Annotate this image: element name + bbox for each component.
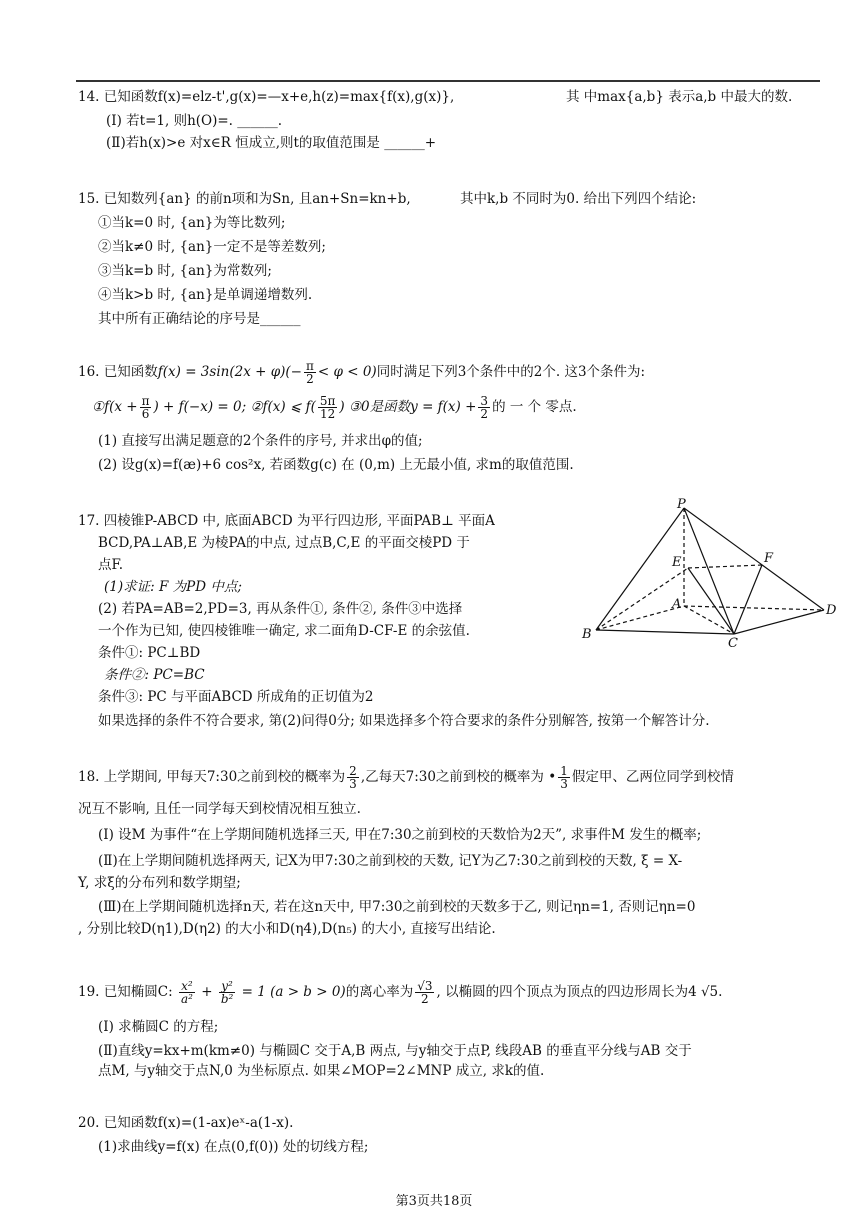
q17-line-3: 点F. (98, 557, 124, 573)
q16-frac-3-2 (478, 395, 490, 420)
q18-part2: (Ⅱ)在上学期间随机选择两天, 记X为甲7:30之前到校的天数, 记Y为乙7:30之前到校的天数, ξ = X- (98, 853, 683, 869)
q16-cond1-b: ) + f(−x) = 0; (153, 399, 247, 415)
q17-line-2: BCD,PA⊥AB,E 为棱PA的中点, 过点B,C,E 的平面交棱PD 于 (98, 535, 470, 551)
label-F: F (764, 551, 774, 566)
q18-part2-cont: Y, 求ξ的分布列和数学期望; (78, 875, 241, 891)
q18-stem-c: 假定甲、乙两位同学到校情 (571, 769, 734, 785)
q16-function: f(x) = 3sin(2x + φ)(− (157, 364, 302, 380)
q16-frac-pi-6 (140, 395, 152, 420)
q17-condition-2: 条件②: PC=BC (104, 667, 205, 683)
frac-num: √3 (417, 979, 433, 993)
q15-conclusion-3: ③当k=b 时, {an}为常数列; (98, 263, 272, 279)
frac-num: π (141, 394, 150, 408)
q16-stem-b: 同时满足下列3个条件中的2个. 这3个条件为: (376, 364, 646, 380)
label-A: A (672, 597, 682, 612)
edge-PB (596, 508, 684, 630)
q14-stem: 14. 已知函数f(x)=elz-t',g(x)=—x+e,h(z)=max{f(x),g(x)}, (78, 89, 455, 105)
q19-part1: (I) 求椭圆C 的方程; (98, 1019, 219, 1035)
edge-BC (596, 630, 734, 634)
q19-frac-y2-b2 (219, 980, 236, 1005)
q16-function-tail: < φ < 0) (317, 364, 377, 380)
q18-stem-b: ,乙每天7:30之前到校的概率为 • (360, 769, 557, 785)
q16-cond1-a: ①f(x + (92, 399, 138, 415)
frac-den: b² (220, 992, 234, 1006)
edge-AC (684, 606, 734, 634)
frac-den: 12 (319, 407, 336, 421)
edge-BA (596, 606, 684, 630)
q15-conclusion-1: ①当k=0 时, {an}为等比数列; (98, 215, 286, 231)
edge-FC (734, 565, 762, 634)
edge-EC (688, 568, 734, 634)
q19-frac-sqrt3-2 (415, 980, 434, 1005)
q20-stem: 20. 已知函数f(x)=(1-ax)eˣ-a(1-x). (78, 1115, 294, 1131)
q16-conditions (92, 394, 577, 420)
q18-frac-1-3 (558, 765, 570, 790)
q19-stem-a: 19. 已知椭圆C: (78, 984, 173, 1000)
label-P: P (677, 497, 686, 512)
label-D: D (826, 603, 837, 618)
q19-stem (78, 978, 722, 1006)
frac-den: 3 (560, 777, 568, 791)
frac-den: 6 (141, 407, 150, 421)
q19-part2: (Ⅱ)直线y=kx+m(km≠0) 与椭圆C 交于A,B 两点, 与y轴交于点P, 线段AB 的垂直平分线与AB 交于 (98, 1043, 692, 1059)
q16-frac-pi-2 (304, 360, 316, 385)
frac-den: 3 (349, 777, 357, 791)
q17-condition-3: 条件③: PC 与平面ABCD 所成角的正切值为2 (98, 689, 374, 705)
q16-cond2-a: ②f(x) ⩽ f( (250, 399, 316, 415)
q18-part3: (Ⅲ)在上学期间随机选择n天, 若在这n天中, 甲7:30之前到校的天数多于乙, 则记ηn=1, 否则记ηn=0 (98, 899, 696, 915)
top-rule (76, 80, 820, 82)
q19-condition: = 1 (a > b > 0) (241, 984, 346, 1000)
frac-num: 1 (560, 764, 568, 778)
q15-conclusion-2: ②当k≠0 时, {an}一定不是等差数列; (98, 239, 326, 255)
edge-PD (684, 508, 824, 610)
q15-stem: 15. 已知数列{an} 的前n项和为Sn, 且an+Sn=kn+b, (78, 191, 411, 207)
label-E: E (672, 555, 682, 570)
q18-part1: (I) 设M 为事件“在上学期间随机选择三天, 甲在7:30之前到校的天数恰为2天”, 求事件M 发生的概率; (98, 827, 702, 843)
q17-part2: (2) 若PA=AB=2,PD=3, 再从条件①, 条件②, 条件③中选择 (98, 601, 463, 617)
frac-den: 2 (480, 407, 489, 421)
q16-stem-a: 16. 已知函数 (78, 364, 158, 380)
frac-den: a² (180, 992, 193, 1006)
frac-den: 2 (306, 372, 314, 386)
label-B: B (582, 627, 592, 642)
q17-part1: (1)求证: F 为PD 中点; (104, 579, 242, 595)
q19-frac-x2-a2 (179, 980, 195, 1005)
frac-num: 3 (480, 394, 489, 408)
q16-frac-5pi-12 (318, 395, 338, 420)
q18-line-2: 况互不影响, 且任一同学每天到校情况相互独立. (78, 801, 361, 817)
q14-part2: (Ⅱ)若h(x)>e 对x∈R 恒成立,则t的取值范围是 ______+ (106, 135, 437, 151)
q16-stem (78, 360, 645, 385)
edge-CD (734, 610, 824, 634)
q19-stem-c: 的离心率为 (345, 984, 414, 1000)
q14-stem-right: 其 中max{a,b} 表示a,b 中最大的数. (566, 89, 793, 105)
q14-part1: (I) 若t=1, 则h(O)=. ______. (106, 113, 283, 129)
frac-num: 2 (349, 764, 357, 778)
label-C: C (728, 636, 738, 648)
edge-EF (688, 565, 762, 568)
q15-ask: 其中所有正确结论的序号是______ (98, 311, 301, 327)
q15-stem-right: 其中k,b 不同时为0. 给出下列四个结论: (460, 191, 697, 207)
frac-num: y² (219, 980, 236, 993)
q16-cond3-b: 的 一 个 零点. (492, 399, 577, 415)
q16-cond2-b: ) (339, 399, 345, 415)
q17-note: 如果选择的条件不符合要求, 第(2)问得0分; 如果选择多个符合要求的条件分别解答, 按第一个解答计分. (98, 713, 710, 729)
frac-num: 5π (319, 394, 336, 408)
q18-stem (78, 764, 734, 790)
q18-part3-cont: , 分别比较D(η1),D(η2) 的大小和D(η4),D(n₅) 的大小, 直接写出结论. (78, 921, 496, 937)
q20-part1: (1)求曲线y=f(x) 在点(0,f(0)) 处的切线方程; (98, 1139, 369, 1155)
pyramid-figure (576, 496, 844, 648)
plus: + (201, 984, 213, 1000)
q17-line-1: 17. 四棱锥P-ABCD 中, 底面ABCD 为平行四边形, 平面PAB⊥ 平面A (78, 513, 495, 529)
q18-stem-a: 18. 上学期间, 甲每天7:30之前到校的概率为 (78, 769, 346, 785)
q19-stem-d: , 以椭圆的四个顶点为顶点的四边形周长为4 √5. (436, 984, 723, 1000)
q16-cond3-a: ③0是函数y = f(x) + (348, 399, 477, 415)
q17-part2-cont: 一个作为已知, 使四棱锥唯一确定, 求二面角D-CF-E 的余弦值. (98, 623, 470, 639)
q18-frac-2-3 (347, 765, 359, 790)
q15-conclusion-4: ④当k>b 时, {an}是单调递增数列. (98, 287, 313, 303)
frac-num: π (306, 359, 314, 373)
edge-AD (684, 606, 824, 610)
q16-part1: (1) 直接写出满足题意的2个条件的序号, 并求出φ的值; (98, 433, 423, 449)
frac-den: 2 (421, 992, 429, 1006)
page-footer: 第3页共18页 (395, 1194, 473, 1209)
frac-num: x² (179, 980, 195, 993)
q16-part2: (2) 设g(x)=f(æ)+6 cos²x, 若函数g(c) 在 (0,m) 上无最小值, 求m的取值范围. (98, 457, 574, 473)
q17-condition-1: 条件①: PC⊥BD (98, 645, 201, 661)
q19-part2-cont: 点M, 与y轴交于点N,0 为坐标原点. 如果∠MOP=2∠MNP 成立, 求k的值. (98, 1063, 545, 1079)
